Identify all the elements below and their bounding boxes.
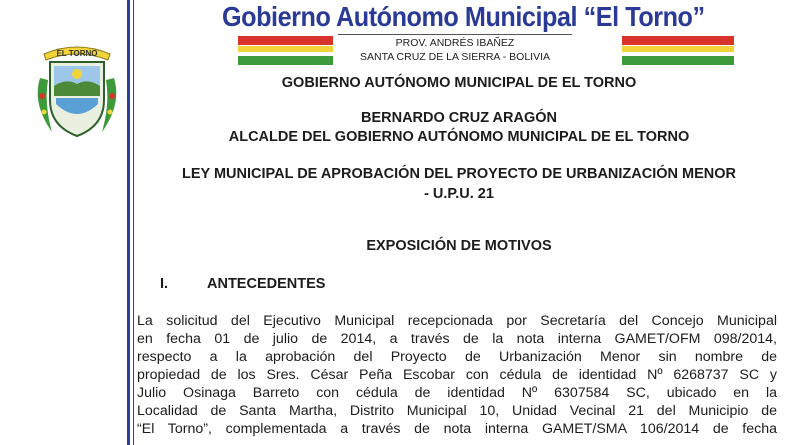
paragraph-line: La solicitud del Ejecutivo Municipal recepcionada por Secretaría del Concejo Municipal bbox=[137, 313, 777, 329]
letterhead-location: SANTA CRUZ DE LA SIERRA - BOLIVIA bbox=[359, 51, 551, 63]
paragraph-line: en fecha 01 de julio de 2014, a través de la nota interna GAMET/OFM 098/2014, bbox=[137, 331, 777, 347]
institution-heading: GOBIERNO AUTÓNOMO MUNICIPAL DE EL TORNO bbox=[281, 75, 637, 91]
paragraph-line: “El Torno”, complementada a través de nota interna GAMET/SMA 106/2014 de fecha bbox=[137, 421, 777, 437]
paragraph-line: Julio Osinaga Barreto con cédula de identidad Nº 6307584 SC, ubicado en la bbox=[137, 385, 777, 401]
letterhead-divider bbox=[338, 34, 572, 35]
flag-stripe-red-left bbox=[238, 36, 333, 45]
flag-stripe-green-right bbox=[622, 56, 734, 65]
paragraph-line: Localidad de Santa Martha, Distrito Municipal 10, Unidad Vecinal 21 del Municipio de bbox=[137, 403, 777, 419]
subsection-title: ANTECEDENTES bbox=[207, 276, 326, 292]
law-title-line-1: LEY MUNICIPAL DE APROBACIÓN DEL PROYECTO DE URBANIZACIÓN MENOR bbox=[182, 166, 736, 182]
mayor-name: BERNARDO CRUZ ARAGÓN bbox=[360, 110, 557, 126]
letterhead-title: Gobierno Autónomo Municipal “El Torno” bbox=[222, 1, 705, 32]
flag-stripe-yellow-left bbox=[238, 46, 333, 52]
law-title-line-2: - U.P.U. 21 bbox=[424, 186, 494, 202]
margin-rule bbox=[127, 0, 130, 445]
letterhead-province: PROV. ANDRÉS IBAÑEZ bbox=[395, 37, 515, 49]
subsection-number: I. bbox=[160, 276, 169, 292]
mayor-title: ALCALDE DEL GOBIERNO AUTÓNOMO MUNICIPAL DE EL TORNO bbox=[228, 129, 690, 145]
municipal-emblem-icon bbox=[30, 38, 124, 142]
flag-stripe-green-left bbox=[238, 56, 333, 65]
flag-stripe-yellow-right bbox=[622, 46, 734, 52]
paragraph-line: propiedad de los Sres. César Peña Escobar con cédula de identidad Nº 6268737 SC y bbox=[137, 367, 777, 383]
section-heading: EXPOSICIÓN DE MOTIVOS bbox=[366, 238, 552, 254]
emblem-label: EL TORNO bbox=[56, 49, 98, 58]
margin-rule-thin bbox=[133, 0, 134, 445]
paragraph-line: respecto a la aprobación del Proyecto de Urbanización Menor sin nombre de bbox=[137, 349, 777, 365]
flag-stripe-red-right bbox=[622, 36, 734, 45]
